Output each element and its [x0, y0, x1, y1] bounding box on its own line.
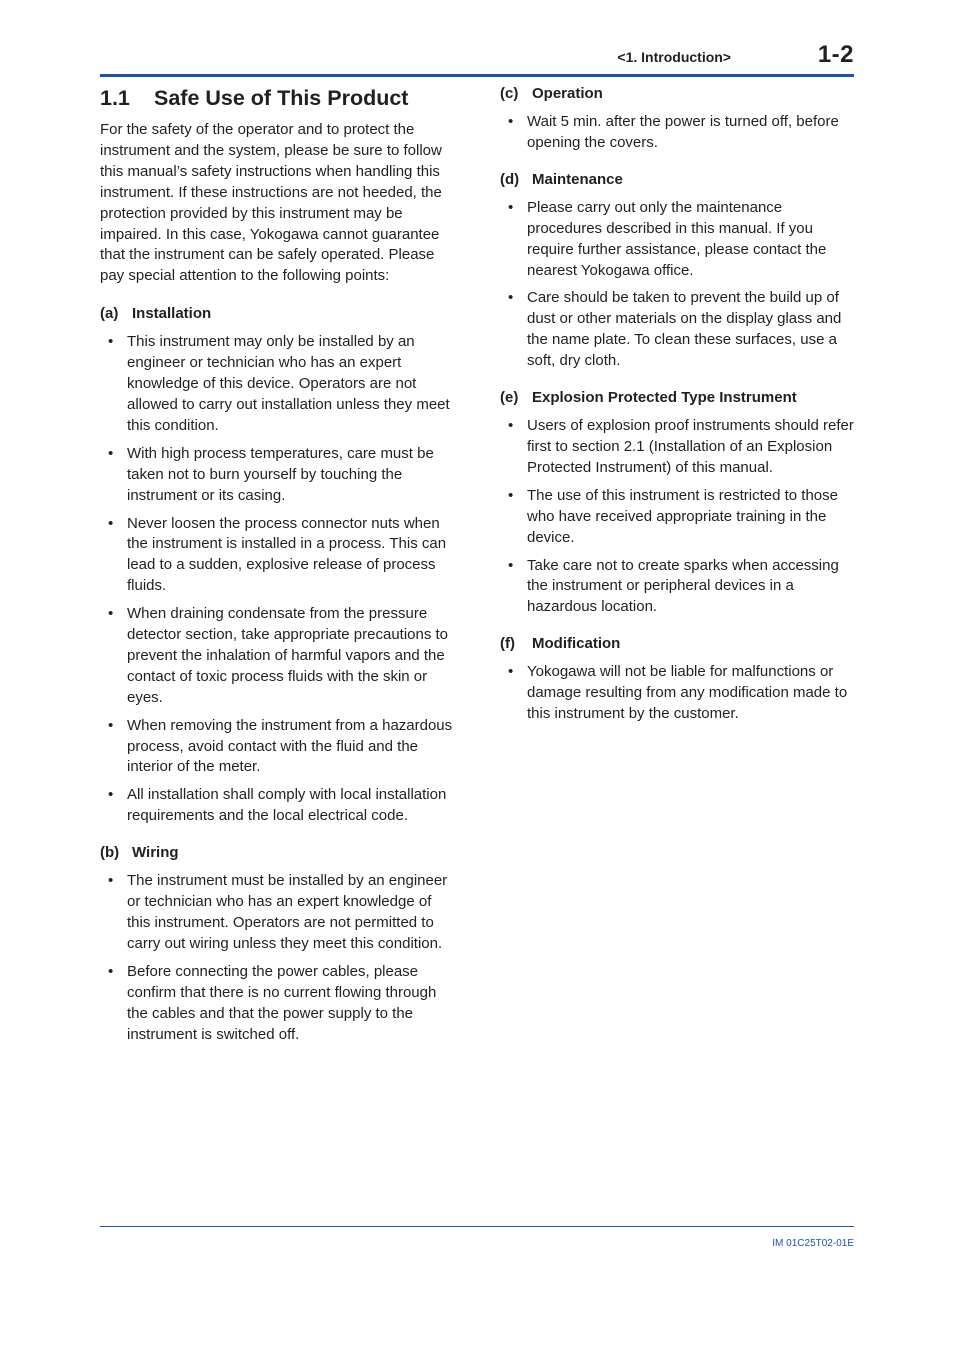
subsection-heading [500, 84, 854, 104]
bullet-icon: • [508, 486, 514, 504]
subsection-letter: (c) [500, 85, 519, 102]
subsection-letter: (e) [500, 389, 519, 407]
subsection-letter: (f) [500, 635, 515, 653]
list-item-text: This instrument may only be installed by an engineer or technician who has an expert knowledge of this device. Operators are not allowed to carry out installation unless they meet this condition. [127, 333, 450, 434]
subsection-title: Operation [532, 85, 603, 102]
list-item-text: The instrument must be installed by an engineer or technician who has an expert knowledge of this instrument. Operators are not permitted to carry out wiring unless they meet this condition. [127, 872, 448, 952]
list-item [500, 198, 854, 282]
subsection-heading [100, 304, 458, 324]
subsection-modification [500, 634, 854, 725]
subsection-wiring [100, 843, 458, 1045]
bullet-icon: • [508, 663, 514, 681]
list-item-text: Before connecting the power cables, please confirm that there is no current flowing through the cables and that the power supply to the instrument is switched off. [127, 962, 437, 1043]
header-divider [100, 74, 854, 77]
page-header [100, 40, 854, 74]
subsection-title: Explosion Protected Type Instrument [532, 389, 797, 407]
list-item-text: Users of explosion proof instruments should refer first to section 2.1 (Installation of an Explosion Protected Instrument) of this manual. [527, 417, 854, 476]
bullet-icon: • [508, 113, 514, 130]
subsection-title: Installation [132, 305, 212, 323]
page-number: 1-2 [817, 41, 854, 68]
bullet-icon: • [508, 556, 514, 574]
list-item-text: The use of this instrument is restricted to those who have received appropriate training in the device. [527, 486, 838, 546]
bullet-icon: • [508, 417, 514, 435]
right-column [500, 84, 854, 741]
list-item [500, 112, 854, 154]
list-item-text: All installation shall comply with local installation requirements and the local electrical code. [127, 786, 447, 825]
section-title-text: Safe Use of This Product [154, 86, 409, 110]
list-item [100, 785, 458, 827]
document-code: IM 01C25T02-01E [772, 1238, 854, 1249]
bullet-icon: • [108, 514, 114, 532]
list-item [100, 871, 458, 955]
subsection-letter: (b) [100, 844, 120, 862]
subsection-operation [500, 84, 854, 154]
list-item-text: Please carry out only the maintenance procedures described in this manual. If you require further assistance, please contact the nearest Yokogawa office. [527, 198, 827, 279]
list-item-text: When draining condensate from the pressure detector section, take appropriate precautions to prevent the inhalation of harmful vapors and the contact of toxic process fluids with the skin or eyes. [127, 605, 449, 706]
list-item-text: Yokogawa will not be liable for malfunctions or damage resulting from any modification made to this instrument by the customer. [527, 663, 848, 723]
bullet-icon: • [108, 962, 114, 980]
list-item-text: When removing the instrument from a hazardous process, avoid contact with the fluid and the interior of the meter. [127, 716, 453, 776]
bullet-icon: • [108, 333, 114, 351]
bullet-list [500, 198, 854, 372]
bullet-list [100, 332, 458, 827]
bullet-icon: • [508, 289, 514, 307]
list-item [500, 288, 854, 372]
list-item-text: Never loosen the process connector nuts when the instrument is installed in a process. This can lead to a sudden, explosive release of process fluids. [127, 514, 447, 595]
list-item [100, 332, 458, 437]
subsection-title: Wiring [132, 844, 179, 862]
chapter-label: <1. Introduction> [617, 49, 731, 65]
bullet-icon: • [508, 198, 514, 216]
list-item [100, 604, 458, 709]
list-item-text: Care should be taken to prevent the build up of dust or other materials on the display glass and the name plate. To clean these surfaces, use a soft, dry cloth. [527, 289, 842, 370]
bullet-icon: • [108, 786, 114, 804]
section-title [100, 84, 458, 112]
bullet-icon: • [108, 605, 114, 623]
list-item-text: With high process temperatures, care must be taken not to burn yourself by touching the instrument or its casing. [127, 444, 434, 504]
footer-divider [100, 1226, 854, 1227]
list-item [100, 962, 458, 1046]
subsection-title: Maintenance [532, 170, 623, 188]
bullet-icon: • [108, 872, 114, 890]
bullet-list [100, 871, 458, 1045]
bullet-list [500, 112, 854, 154]
subsection-letter: (d) [500, 170, 520, 188]
intro-paragraph: For the safety of the operator and to protect the instrument and the system, please be sure to follow this manual’s safety instructions when handling this instrument. If these instructions are not heeded, the protection provided by this instrument may be impaired. In this case, Yokogawa cannot guarantee that the instrument can be safely operated. Please pay special attention to the following points: [100, 121, 442, 285]
list-item [100, 444, 458, 507]
list-item [500, 662, 854, 725]
subsection-heading [500, 170, 854, 190]
subsection-heading [500, 634, 854, 654]
subsection-heading [100, 843, 458, 863]
list-item-text: Wait 5 min. after the power is turned off, before opening the covers. [527, 113, 839, 151]
list-item [500, 556, 854, 619]
list-item [500, 486, 854, 549]
list-item [100, 514, 458, 598]
subsection-explosion-protected [500, 388, 854, 618]
section-number: 1.1 [100, 86, 130, 110]
bullet-list [500, 662, 854, 725]
bullet-icon: • [108, 444, 114, 462]
bullet-icon: • [108, 716, 114, 734]
list-item [500, 416, 854, 479]
subsection-installation [100, 304, 458, 827]
subsection-letter: (a) [100, 305, 119, 323]
subsection-title: Modification [532, 635, 621, 653]
bullet-list [500, 416, 854, 618]
left-column [100, 84, 458, 1061]
list-item [100, 716, 458, 779]
subsection-heading [500, 388, 854, 408]
subsection-maintenance [500, 170, 854, 372]
list-item-text: Take care not to create sparks when accessing the instrument or peripheral devices in a hazardous location. [527, 556, 839, 616]
